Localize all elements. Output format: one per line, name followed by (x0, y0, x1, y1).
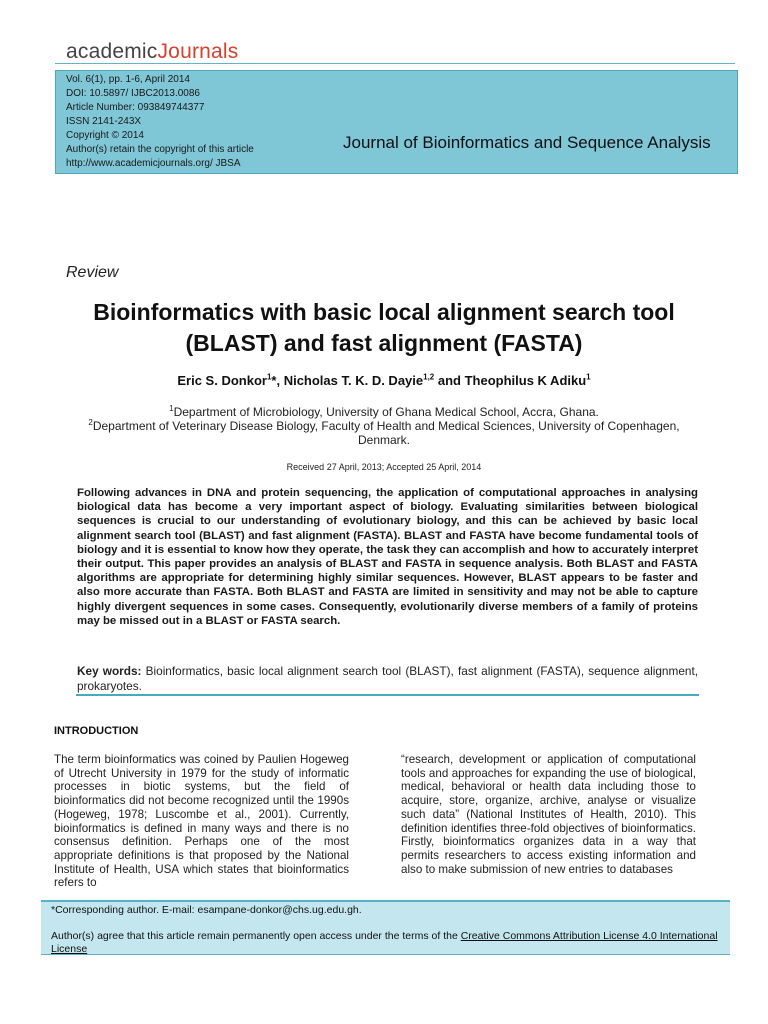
author-name: Eric S. Donkor (177, 373, 267, 388)
introduction-heading: INTRODUCTION (54, 725, 139, 737)
received-dates: Received 27 April, 2013; Accepted 25 April, 2014 (286, 462, 482, 472)
keywords-label: Key words: (77, 664, 142, 678)
logo-text-academic: academic (66, 40, 158, 63)
logo-text-journals: Journals (157, 40, 239, 63)
affiliation-sup: 1 (169, 404, 174, 413)
affiliation-1 (66, 405, 702, 419)
journal-title: Journal of Bioinformatics and Sequence Analysis (343, 133, 711, 152)
open-access-note (51, 930, 726, 956)
author-sep: and (434, 373, 465, 388)
meta-doi: DOI: 10.5897/ IJBC2013.0086 (66, 88, 200, 99)
affiliation-text: Department of Veterinary Disease Biology, Faculty of Health and Medical Sciences, University of Copenhagen, Denmark. (92, 419, 680, 447)
meta-author-rights: Author(s) retain the copyright of this article (66, 144, 254, 155)
header-rule (55, 63, 735, 64)
author-sup: 1 (586, 372, 591, 382)
intro-column-left: The term bioinformatics was coined by Paulien Hogeweg of Utrecht University in 1979 for the study of informatic processes in biotic systems, but the field of bioinformatics did not become recognized until the 1990s (Hogeweg, 1978; Luscombe et al., 2001). Currently, bioinformatics is defined in many ways and there is no consensus definition. Perhaps one of the most appropriate definitions is that proposed by the National Institute of Health, USA which states that bioinformatics refers to (54, 753, 349, 890)
license-link[interactable]: Creative Commons Attribution License 4.0 International License (51, 930, 718, 955)
publisher-logo (66, 40, 238, 64)
meta-url[interactable]: http://www.academicjournals.org/ JBSA (66, 158, 241, 169)
title-line-2: (BLAST) and fast alignment (FASTA) (185, 330, 583, 356)
affiliation-2 (66, 419, 702, 447)
article-title (40, 297, 728, 359)
meta-copyright: Copyright © 2014 (66, 130, 144, 141)
meta-volume: Vol. 6(1), pp. 1-6, April 2014 (66, 74, 190, 85)
keywords (77, 664, 698, 693)
meta-issn: ISSN 2141-243X (66, 116, 142, 127)
article-type: Review (66, 264, 119, 281)
keywords-text: Bioinformatics, basic local alignment search tool (BLAST), fast alignment (FASTA), sequence alignment, prokaryotes. (77, 664, 698, 693)
author-name: Theophilus K Adiku (464, 373, 587, 388)
meta-article-number: Article Number: 093849744377 (66, 102, 205, 113)
author-sep: *, (271, 373, 284, 388)
author-sup: 1,2 (423, 372, 435, 382)
intro-column-right: “research, development or application of computational tools and approaches for expanding the use of biological, medical, behavioral or health data including those to acquire, store, organize, archive, analyse or visualize such data” (National Institutes of Health, 2010). This definition identifies three-fold objectives of bioinformatics. Firstly, bioinformatics organizes data in a way that permits researchers to access existing information and also to make submission of new entries to databases (401, 753, 696, 876)
journal-info-box (55, 70, 738, 174)
title-line-1: Bioinformatics with basic local alignment search tool (93, 299, 675, 325)
open-access-text: Author(s) agree that this article remain permanently open access under the terms of the (51, 930, 461, 942)
affiliation-sup: 2 (88, 418, 93, 427)
author-sup: 1 (266, 372, 272, 382)
footnote-box (41, 900, 730, 955)
corresponding-author: *Corresponding author. E-mail: esampane-donkor@chs.ug.edu.gh. (51, 904, 362, 916)
author-list (40, 373, 728, 388)
affiliation-text: Department of Microbiology, University of Ghana Medical School, Accra, Ghana. (173, 405, 599, 419)
abstract: Following advances in DNA and protein sequencing, the application of computational approaches in analysing biological data has become a very important aspect of biology. Evaluating similarities between biological sequences is crucial to our understanding of evolutionary biology, and this can be achieved by basic local alignment search tool (BLAST) and fast alignment (FASTA). BLAST and FASTA have become fundamental tools of biology and it is essential to know how they operate, the task they can accomplish and how to accurately interpret their output. This paper provides an analysis of BLAST and FASTA in sequence analysis. Both BLAST and FASTA algorithms are appropriate for determining highly similar sequences. However, BLAST appears to be faster and also more accurate than FASTA. Both BLAST and FASTA are limited in sensitivity and may not be able to capture highly divergent sequences in some cases. Consequently, evolutionarily diverse members of a family of proteins may be missed out in a BLAST or FASTA search. (77, 487, 698, 627)
keywords-rule (76, 694, 699, 696)
author-name: Nicholas T. K. D. Dayie (283, 373, 424, 388)
